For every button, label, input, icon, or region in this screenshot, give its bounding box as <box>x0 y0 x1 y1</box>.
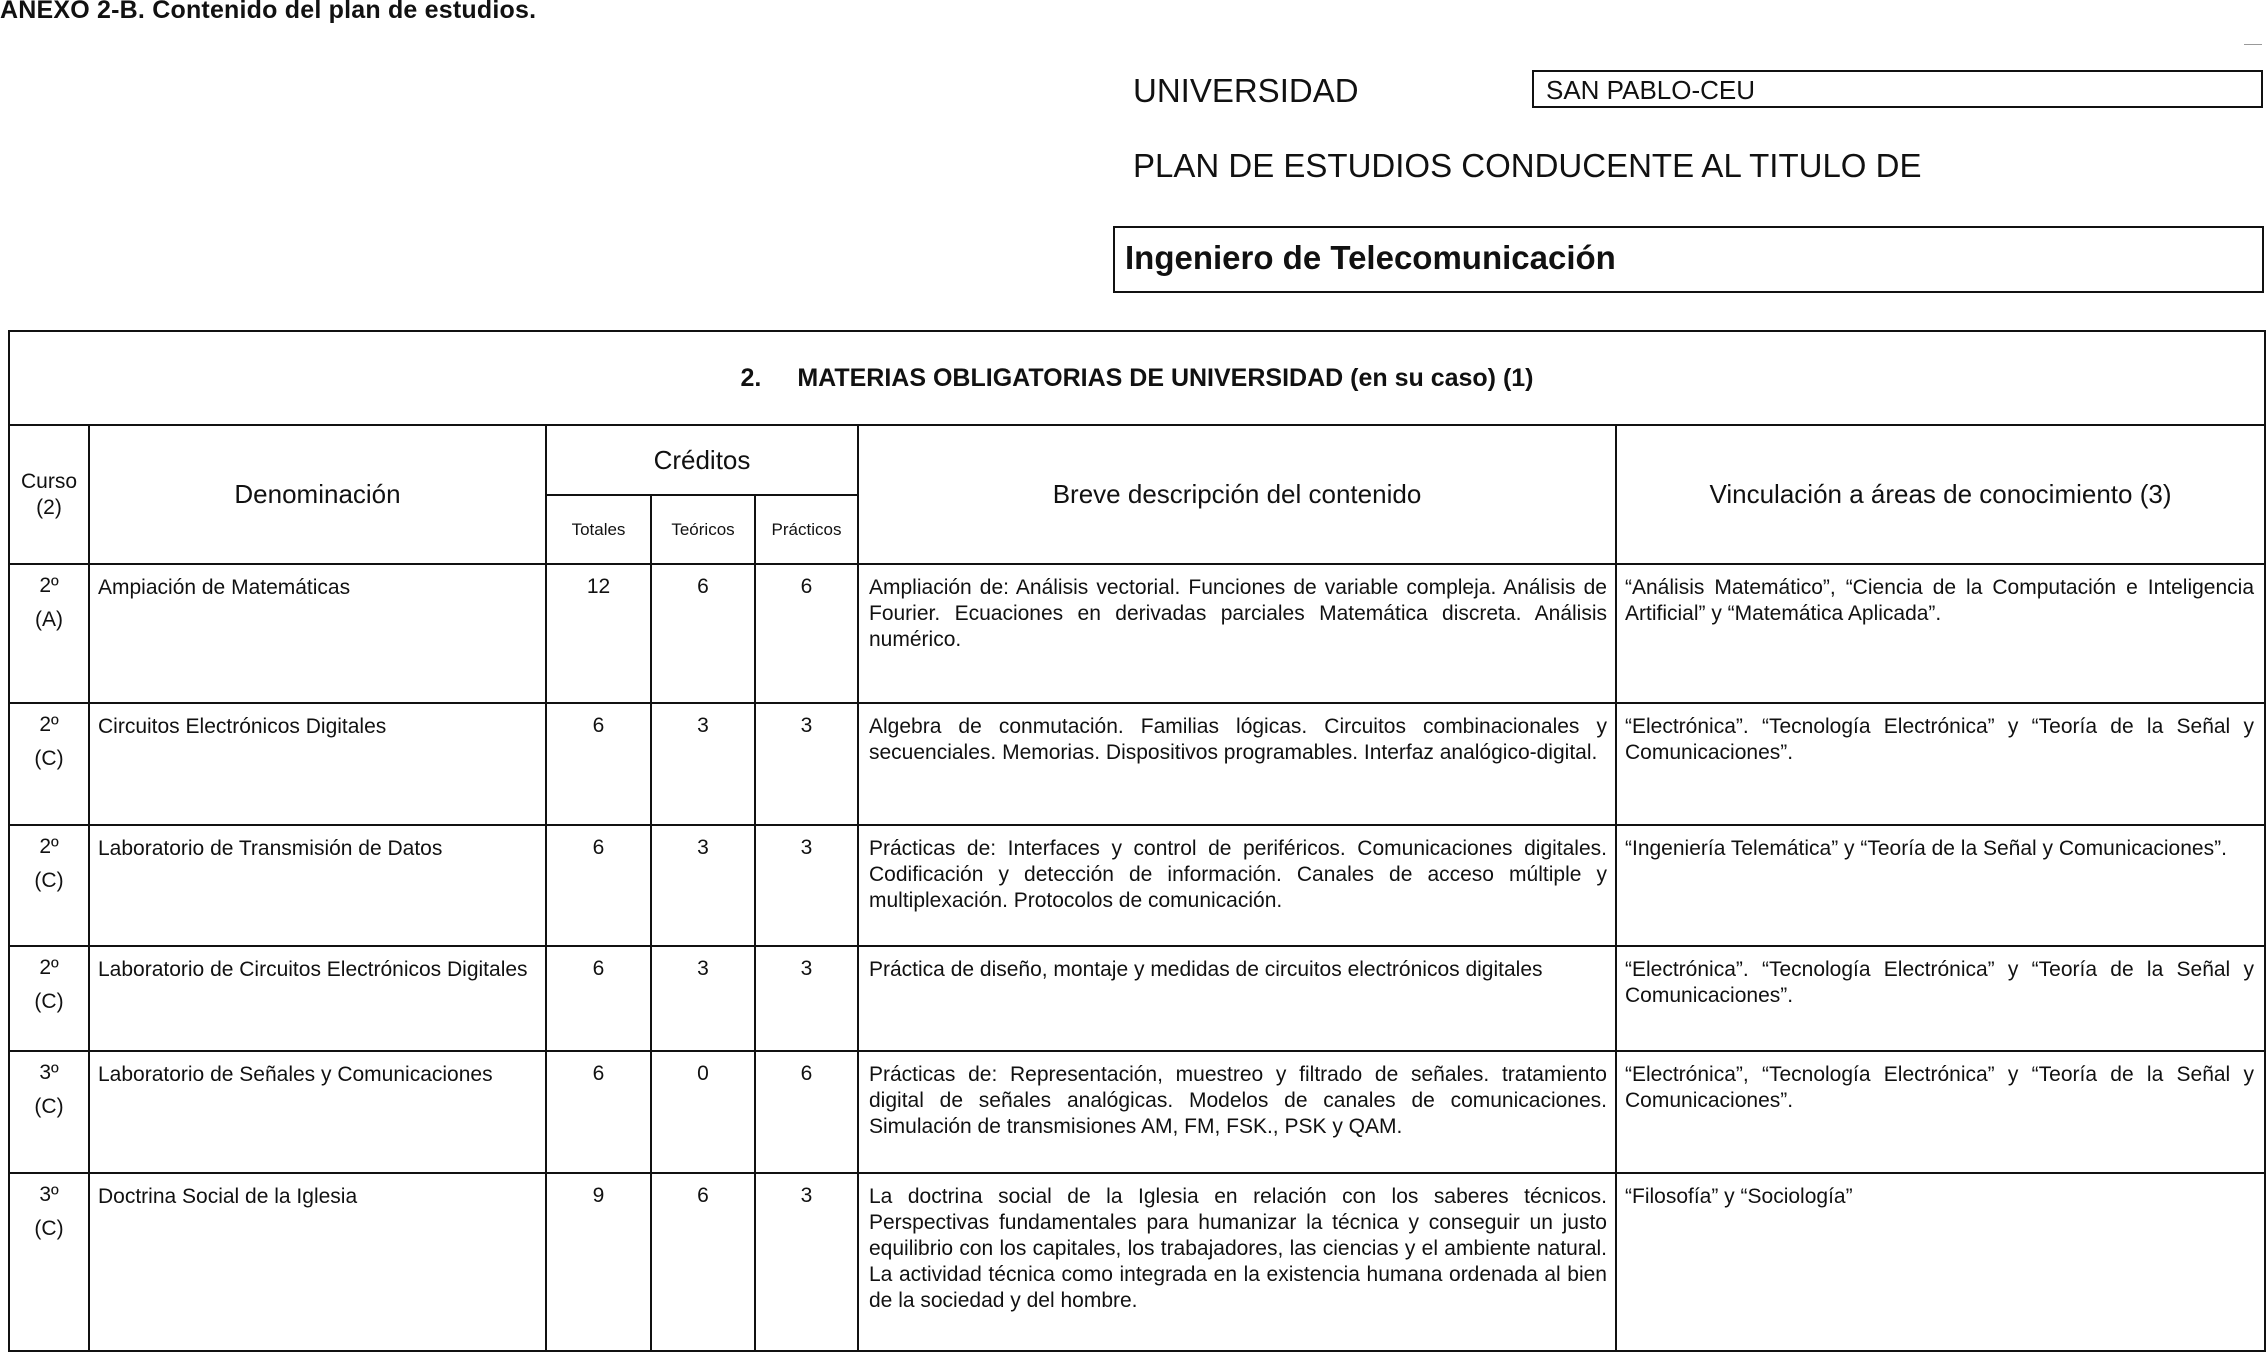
table-row <box>9 703 2265 825</box>
header-vinculacion: Vinculación a áreas de conocimiento (3) <box>1616 425 2265 564</box>
totales-cell: 6 <box>546 825 651 946</box>
vinculacion-cell: “Electrónica”. “Tecnología Electrónica” y “Teoría de la Señal y Comunicaciones”. <box>1616 946 2265 1051</box>
curso-value: 2º <box>39 956 59 979</box>
practicos-cell: 6 <box>755 1051 858 1173</box>
curso-cell <box>9 825 89 946</box>
teoricos-cell: 6 <box>651 564 755 703</box>
margin-mark <box>2244 44 2262 45</box>
totales-cell: 9 <box>546 1173 651 1351</box>
section-title-cell <box>9 331 2265 425</box>
section-title: MATERIAS OBLIGATORIAS DE UNIVERSIDAD (en su caso) (1) <box>797 363 1534 392</box>
degree-title-box: Ingeniero de Telecomunicación <box>1113 226 2264 293</box>
curso-type: (A) <box>35 608 63 631</box>
totales-cell: 12 <box>546 564 651 703</box>
practicos-cell: 3 <box>755 946 858 1051</box>
curso-cell <box>9 564 89 703</box>
vinculacion-cell: “Filosofía” y “Sociología” <box>1616 1173 2265 1351</box>
curso-type: (C) <box>34 869 64 892</box>
teoricos-cell: 0 <box>651 1051 755 1173</box>
curso-value: 2º <box>39 574 59 597</box>
section-number: 2. <box>740 363 762 392</box>
header-curso-label: Curso <box>20 469 78 493</box>
university-label: UNIVERSIDAD <box>1133 72 1359 109</box>
curso-cell <box>9 703 89 825</box>
curso-type: (C) <box>34 747 64 770</box>
totales-cell: 6 <box>546 703 651 825</box>
curso-value: 2º <box>39 713 59 736</box>
plan-label: PLAN DE ESTUDIOS CONDUCENTE AL TITULO DE <box>1133 147 1922 184</box>
totales-cell: 6 <box>546 946 651 1051</box>
curso-value: 3º <box>39 1183 59 1206</box>
table-row <box>9 946 2265 1051</box>
practicos-cell: 3 <box>755 703 858 825</box>
denominacion-cell: Circuitos Electrónicos Digitales <box>89 703 546 825</box>
practicos-cell: 3 <box>755 825 858 946</box>
teoricos-cell: 3 <box>651 703 755 825</box>
annex-title: ANEXO 2-B. Contenido del plan de estudios. <box>0 0 537 24</box>
header-creditos: Créditos <box>546 425 858 495</box>
totales-cell: 6 <box>546 1051 651 1173</box>
denominacion-cell: Ampiación de Matemáticas <box>89 564 546 703</box>
header-descripcion: Breve descripción del contenido <box>858 425 1616 564</box>
header-practicos: Prácticos <box>755 495 858 564</box>
subjects-table <box>8 330 2266 1352</box>
vinculacion-cell: “Análisis Matemático”, “Ciencia de la Computación e Inteligencia Artificial” y “Matemática Aplicada”. <box>1616 564 2265 703</box>
denominacion-cell: Laboratorio de Señales y Comunicaciones <box>89 1051 546 1173</box>
header-teoricos: Teóricos <box>651 495 755 564</box>
practicos-cell: 3 <box>755 1173 858 1351</box>
curso-value: 2º <box>39 835 59 858</box>
denominacion-cell: Laboratorio de Transmisión de Datos <box>89 825 546 946</box>
teoricos-cell: 6 <box>651 1173 755 1351</box>
curso-type: (C) <box>34 990 64 1013</box>
header-curso <box>9 425 89 564</box>
header-denominacion: Denominación <box>89 425 546 564</box>
table-row <box>9 1173 2265 1351</box>
curso-value: 3º <box>39 1061 59 1084</box>
teoricos-cell: 3 <box>651 825 755 946</box>
table-row <box>9 564 2265 703</box>
descripcion-cell: Prácticas de: Interfaces y control de periféricos. Comunicaciones digitales. Codificación y detección de información. Canales de acceso múltiple y multiplexación. Protocolos de comunicación. <box>858 825 1616 946</box>
vinculacion-cell: “Electrónica”, “Tecnología Electrónica” y “Teoría de la Señal y Comunicaciones”. <box>1616 1051 2265 1173</box>
curso-cell <box>9 1051 89 1173</box>
descripcion-cell: La doctrina social de la Iglesia en relación con los saberes técnicos. Perspectivas fundamentales para humanizar la técnica y conseguir un justo equilibrio con los capitales, los trabajadores, las ciencias y el ambiente natural. La actividad técnica como integrada en la existencia humana ordenada al bien de la sociedad y del hombre. <box>858 1173 1616 1351</box>
table-row <box>9 1051 2265 1173</box>
curso-type: (C) <box>34 1217 64 1240</box>
descripcion-cell: Prácticas de: Representación, muestreo y filtrado de señales. tratamiento digital de señales analógicas. Modelos de canales de comunicaciones. Simulación de transmisiones AM, FM, FSK., PSK y QAM. <box>858 1051 1616 1173</box>
denominacion-cell: Laboratorio de Circuitos Electrónicos Digitales <box>89 946 546 1051</box>
curso-cell <box>9 946 89 1051</box>
curso-type: (C) <box>34 1095 64 1118</box>
teoricos-cell: 3 <box>651 946 755 1051</box>
table-row <box>9 825 2265 946</box>
descripcion-cell: Ampliación de: Análisis vectorial. Funciones de variable compleja. Análisis de Fourier. Ecuaciones en derivadas parciales Matemática discreta. Análisis numérico. <box>858 564 1616 703</box>
university-value-box: SAN PABLO-CEU <box>1532 70 2263 108</box>
vinculacion-cell: “Ingeniería Telemática” y “Teoría de la Señal y Comunicaciones”. <box>1616 825 2265 946</box>
header-totales: Totales <box>546 495 651 564</box>
descripcion-cell: Algebra de conmutación. Familias lógicas. Circuitos combinacionales y secuenciales. Memorias. Dispositivos programables. Interfaz analógico-digital. <box>858 703 1616 825</box>
descripcion-cell: Práctica de diseño, montaje y medidas de circuitos electrónicos digitales <box>858 946 1616 1051</box>
vinculacion-cell: “Electrónica”. “Tecnología Electrónica” y “Teoría de la Señal y Comunicaciones”. <box>1616 703 2265 825</box>
header-curso-note: (2) <box>36 495 62 519</box>
practicos-cell: 6 <box>755 564 858 703</box>
curso-cell <box>9 1173 89 1351</box>
denominacion-cell: Doctrina Social de la Iglesia <box>89 1173 546 1351</box>
